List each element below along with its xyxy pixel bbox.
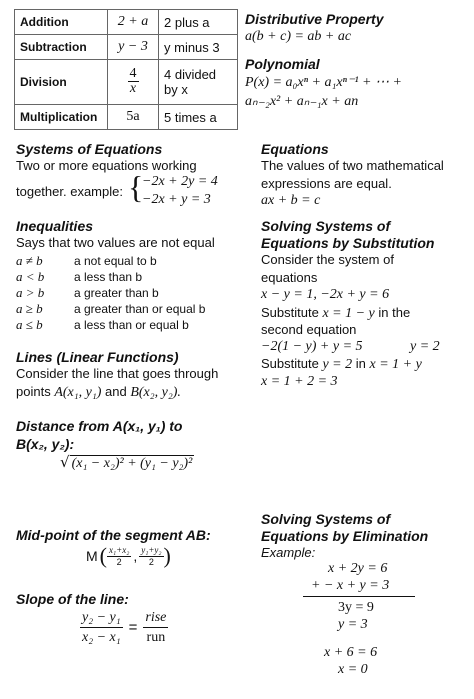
lines-line-2: points A(x₁, y₁) and B(x₂, y₂). [16,384,181,400]
elimination-row-5: x + 6 = 6 [324,645,378,660]
list-item: a < b a less than b [16,269,143,284]
distributive-title: Distributive Property [245,11,384,27]
distance-formula: √ (x₁ − x₂)² + (y₁ − y₂)² [60,453,193,471]
substitution-line-6a: −2(1 − y) + y = 5 [261,339,363,354]
operations-table [14,9,238,130]
op-expression: y − 3 [108,35,159,60]
polynomial-line-2: aₙ₋₂x² + aₙ₋₁x + an [245,94,359,109]
op-words: 4 divided by x [159,60,238,105]
substitution-title-1: Solving Systems of [261,218,391,234]
list-item: a ≠ b a not equal to b [16,253,157,268]
elimination-row-1: x + 2y = 6 [328,561,388,576]
op-name: Multiplication [15,105,108,130]
system-eq-2: −2x + y = 3 [142,192,211,207]
elimination-example: Example: [261,545,316,560]
op-expression: 5a [108,105,159,130]
inequalities-list [16,252,205,332]
inequalities-desc: Says that two values are not equal [16,235,215,250]
lines-title: Lines (Linear Functions) [16,349,179,365]
lines-line-1: Consider the line that goes through [16,366,219,381]
op-name: Subtraction [15,35,108,60]
elimination-title-1: Solving Systems of [261,511,391,527]
equations-formula: ax + b = c [261,193,321,208]
polynomial-title: Polynomial [245,56,320,72]
fraction: $\frac{\text{x₁+x₂}}{2}$ [109,544,130,567]
systems-line-1: Two or more equations working [16,158,197,173]
equations-line-2: expressions are equal. [261,176,392,191]
elimination-row-6: x = 0 [338,662,368,677]
list-item: a ≥ b a greater than or equal b [16,301,206,316]
distance-title-1: Distance from A(x₁, y₁) to [16,418,183,434]
slope-title: Slope of the line: [16,591,129,607]
systems-line-2: together. example: [16,184,123,199]
fraction: $\frac{4}{x}$ [129,66,137,96]
substitution-line-6b: y = 2 [410,339,440,354]
polynomial-line-1: P(x) = a₀xⁿ + a₁xⁿ⁻¹ + ⋯ + [245,75,402,90]
op-words: y minus 3 [159,35,238,60]
midpoint-formula: M ( $\frac{\text{x₁+x₂}}{2}$ , $\frac{\text{y₁+y₂}}{2}$ ) [86,543,171,568]
op-words: 5 times a [159,105,238,130]
slope-formula: $\frac{\text{y₂ − y₁}}{\text{x₂ − x₁}}$ = $\frac{\text{rise}}{\text{run}}$ [82,610,167,645]
divider [303,596,415,597]
list-item: a ≤ b a less than or equal b [16,317,189,332]
fraction: $\frac{\text{rise}}{\text{run}}$ [145,610,167,645]
distance-title-2: B(x₂, y₂): [16,436,75,452]
substitution-line-4: Substitute x = 1 − y in the [261,305,411,321]
substitution-line-2: equations [261,270,318,285]
substitution-line-8: x = 1 + 2 = 3 [261,374,338,389]
systems-title: Systems of Equations [16,141,163,157]
equations-line-1: The values of two mathematical [261,158,444,173]
system-eq-1: −2x + 2y = 4 [142,174,218,189]
elimination-title-2: Equations by Elimination [261,528,429,544]
inequalities-title: Inequalities [16,218,94,234]
list-item: a > b a greater than b [16,285,159,300]
sqrt-icon: √ [60,453,70,471]
table-row [15,10,238,35]
brace-icon: { [128,169,144,205]
elimination-row-2: + − x + y = 3 [311,578,390,593]
substitution-line-3: x − y = 1, −2x + y = 6 [261,287,390,302]
op-expression: 2 + a [108,10,159,35]
op-name: Addition [15,10,108,35]
op-words: 2 plus a [159,10,238,35]
table-row [15,60,238,105]
midpoint-title: Mid-point of the segment AB: [16,527,211,543]
fraction: $\frac{\text{y₂ − y₁}}{\text{x₂ − x₁}}$ [82,610,121,645]
equations-title: Equations [261,141,329,157]
op-expression [108,60,159,105]
substitution-line-7: Substitute y = 2 in x = 1 + y [261,356,422,372]
substitution-line-1: Consider the system of [261,252,394,267]
elimination-row-4: y = 3 [338,617,368,632]
elimination-row-3: 3y = 9 [338,600,374,615]
table-row [15,35,238,60]
table-row [15,105,238,130]
fraction: $\frac{\text{y₁+y₂}}{2}$ [141,544,162,567]
substitution-line-5: second equation [261,322,357,337]
substitution-title-2: Equations by Substitution [261,235,435,251]
op-name: Division [15,60,108,105]
distributive-formula: a(b + c) = ab + ac [245,29,352,44]
